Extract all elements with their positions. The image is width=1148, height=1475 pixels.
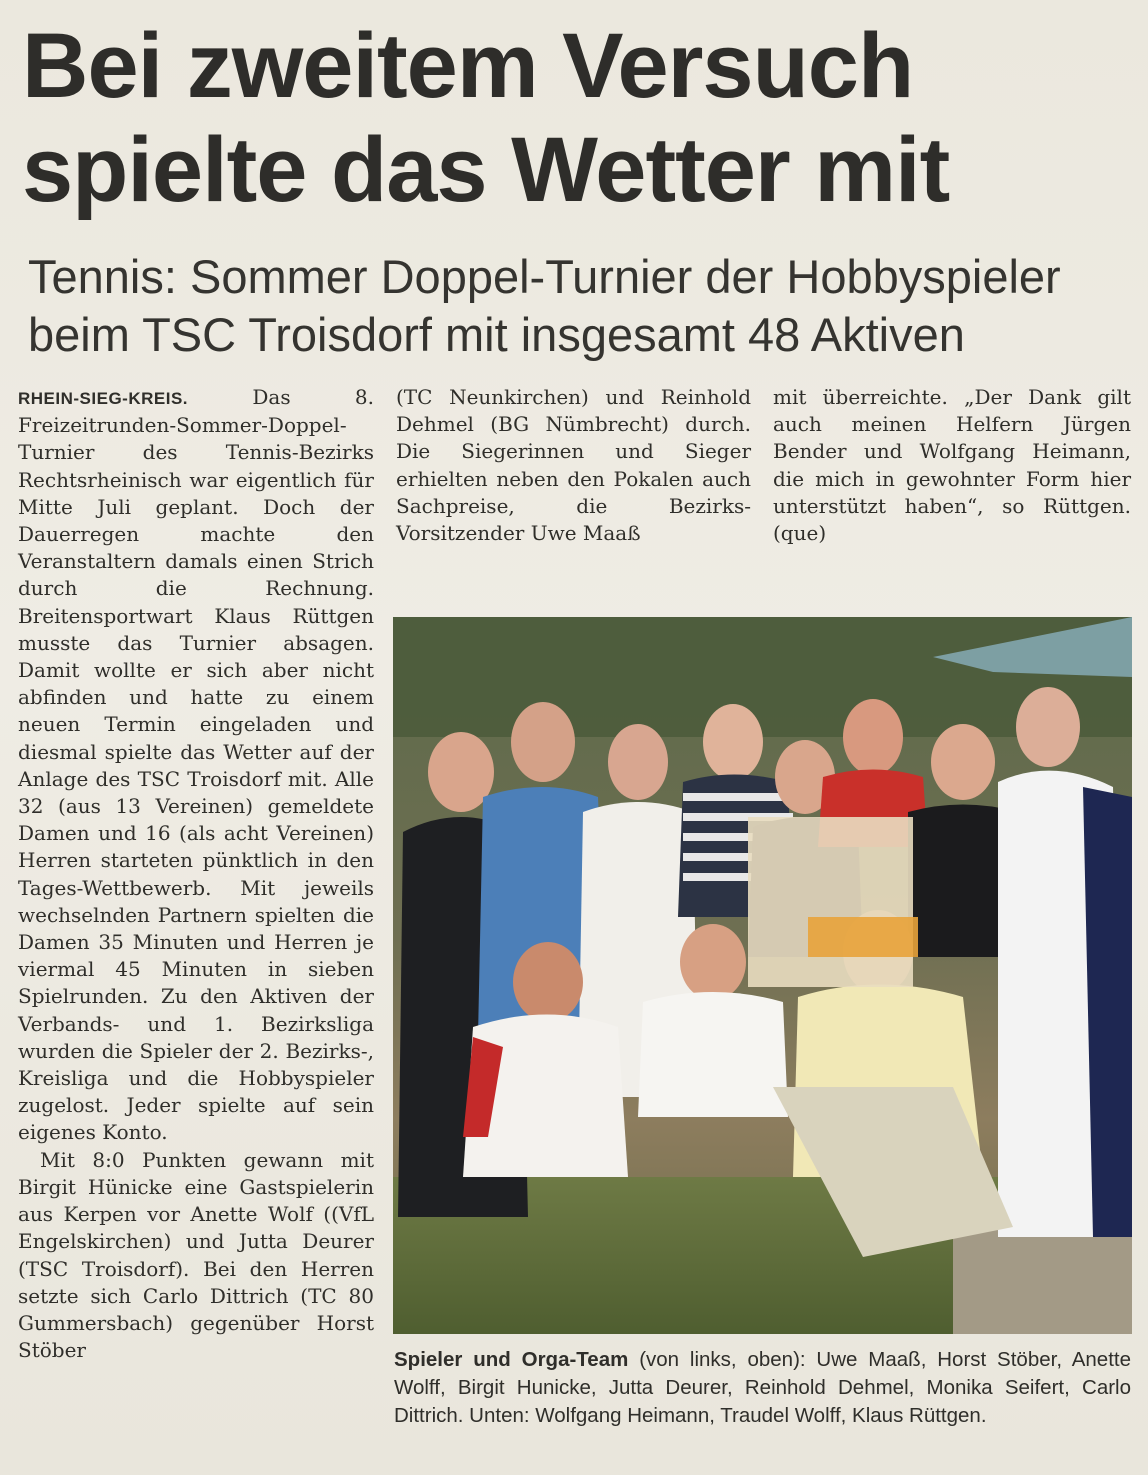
- caption-text: (von links, oben): Uwe Maaß, Horst Stöber, Anette Wolff, Birgit Hunicke, Jutta Deurer, Reinhold Dehmel, Monika Seifert, Carlo Dittrich. Unten: Wolfgang Heimann, Traudel Wolff, Klaus Rüttgen.: [394, 1348, 1132, 1427]
- group-photo: [393, 617, 1132, 1334]
- dateline: RHEIN-SIEG-KREIS.: [18, 389, 189, 408]
- article-paragraph: Mit 8:0 Punkten gewann mit Birgit Hünicke eine Gastspielerin aus Kerpen vor Anette Wolf ((VfL Engelskirchen) und Jutta Deurer (TSC Troisdorf). Bei den Herren setzte sich Carlo Dittrich (TC 80 Gummersbach) gegenüber Horst Stöber: [18, 1147, 374, 1363]
- caption-title: Spieler und Orga-Team: [394, 1348, 629, 1371]
- subheadline-line-2: beim TSC Troisdorf mit insgesamt 48 Aktiven: [28, 308, 965, 361]
- article-column-1: [18, 384, 374, 1364]
- article-column-2: [396, 384, 751, 547]
- article-paragraph: [18, 384, 374, 1147]
- subheadline: [28, 248, 1138, 364]
- headline: [22, 14, 1132, 222]
- headline-line-1: Bei zweitem Versuch: [22, 15, 914, 117]
- headline-line-2: spielte das Wetter mit: [22, 119, 950, 221]
- subheadline-line-1: Tennis: Sommer Doppel-Turnier der Hobbyspieler: [28, 250, 1061, 303]
- article-column-3: [773, 384, 1131, 547]
- paragraph-text: Das 8. Freizeitrunden-Sommer-Doppel-Turnier des Tennis-Bezirks Rechtsrheinisch war eigentlich für Mitte Juli geplant. Doch der Dauerregen machte den Veranstaltern damals einen Strich durch die Rechnung. Breitensportwart Klaus Rüttgen musste das Turnier absagen. Damit wollte er sich aber nicht abfinden und hatte zu einem neuen Termin eingeladen und diesmal spielte das Wetter auf der Anlage des TSC Troisdorf mit. Alle 32 (aus 13 Vereinen) gemeldete Damen und 16 (als acht Vereinen) Herren starteten pünktlich in den Tages-Wettbewerb. Mit jeweils wechselnden Partnern spielten die Damen 35 Minuten und Herren je viermal 45 Minuten in sieben Spielrunden. Zu den Aktiven der Verbands- und 1. Bezirksliga wurden die Spieler der 2. Bezirks-, Kreisliga und die Hobbyspieler zugelost. Jeder spielte auf sein eigenes Konto.: [18, 385, 374, 1145]
- article-paragraph: (TC Neunkirchen) und Reinhold Dehmel (BG Nümbrecht) durch. Die Siegerinnen und Sieger erhielten neben den Pokalen auch Sachpreise, die Bezirks-Vorsitzender Uwe Maaß: [396, 385, 751, 546]
- article-paragraph: mit überreichte. „Der Dank gilt auch meinen Helfern Jürgen Bender und Wolfgang Heimann, die mich in gewohnter Form hier unterstützt haben“, so Rüttgen. (que): [773, 385, 1131, 546]
- photo-caption: [394, 1346, 1131, 1430]
